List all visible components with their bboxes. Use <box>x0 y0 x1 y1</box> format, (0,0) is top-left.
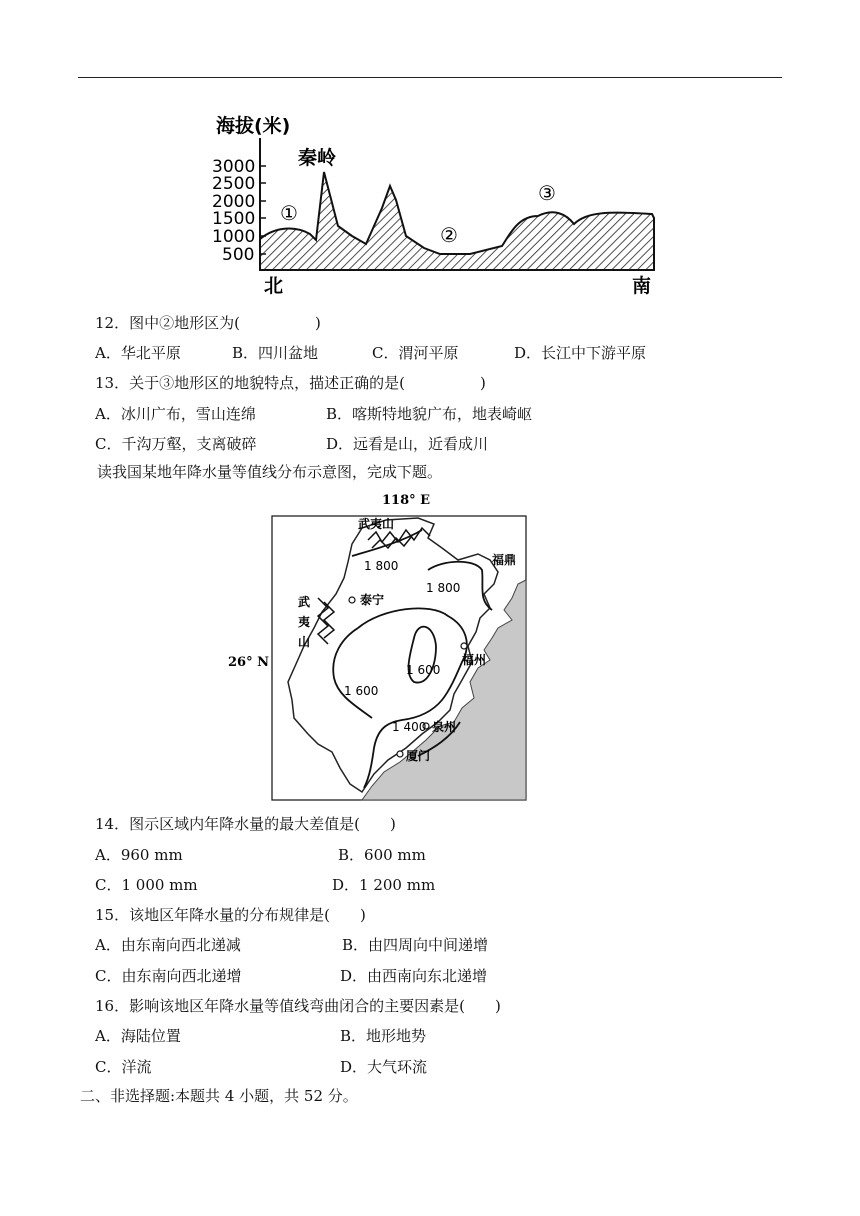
isoline-label: 1 600 <box>406 663 441 677</box>
q14-stem: 14．图示区域内年降水量的最大差值是( ) <box>95 815 396 833</box>
q12-option-c: C．渭河平原 <box>372 344 459 362</box>
q12-stem: 12．图中②地形区为( ) <box>95 314 321 332</box>
region-2-label: ② <box>440 223 458 247</box>
q14-option-b: B．600 mm <box>338 846 426 864</box>
south-label: 南 <box>632 275 652 297</box>
y-tick-label: 2500 <box>212 174 256 194</box>
q15-option-a: A．由东南向西北递减 <box>95 936 241 954</box>
q14-option-c: C．1 000 mm <box>95 876 198 894</box>
q12-option-b: B．四川盆地 <box>232 344 319 362</box>
q15-option-c: C．由东南向西北递增 <box>95 967 242 985</box>
q13-option-c: C．千沟万壑，支离破碎 <box>95 435 257 453</box>
elevation-profile-figure <box>196 108 670 300</box>
q16-option-c: C．洋流 <box>95 1058 152 1076</box>
place-label: 厦门 <box>406 749 431 763</box>
isoline-label: 1 600 <box>344 684 379 698</box>
region-3-label: ③ <box>538 181 556 205</box>
y-axis-title: 海拔(米) <box>216 115 291 137</box>
place-label: 泉州 <box>432 720 457 734</box>
isoline-label: 1 400 <box>392 720 427 734</box>
place-label: 夷 <box>298 615 311 629</box>
place-label: 武 <box>298 595 311 609</box>
q13-option-a: A．冰川广布，雪山连绵 <box>95 405 256 423</box>
taining-marker <box>349 597 355 603</box>
isoline-label: 1 800 <box>426 581 461 595</box>
q12-option-a: A．华北平原 <box>95 344 181 362</box>
q13-option-d: D．远看是山，近看成川 <box>326 435 489 453</box>
region-1-label: ① <box>280 201 298 225</box>
place-label: 福州 <box>462 653 487 667</box>
terrain-profile <box>260 172 654 270</box>
q15-option-b: B．由四周向中间递增 <box>342 936 489 954</box>
map-intro: 读我国某地年降水量等值线分布示意图，完成下题。 <box>97 463 443 481</box>
y-tick-label: 3000 <box>212 157 256 177</box>
q14-option-a: A．960 mm <box>95 846 183 864</box>
fuzhou-marker <box>461 643 467 649</box>
y-tick-label: 2000 <box>212 192 256 212</box>
q15-option-d: D．由西南向东北递增 <box>340 967 488 985</box>
isoline-label: 1 800 <box>364 559 399 573</box>
y-tick-label: 1500 <box>212 209 256 229</box>
header-rule <box>78 77 782 78</box>
q13-stem: 13．关于③地形区的地貌特点，描述正确的是( ) <box>95 374 486 392</box>
q16-option-b: B．地形地势 <box>340 1027 427 1045</box>
y-tick-label: 1000 <box>212 227 256 247</box>
place-label: 山 <box>298 635 311 649</box>
north-label: 北 <box>264 275 284 297</box>
longitude-label: 118° E <box>382 493 431 508</box>
q16-stem: 16．影响该地区年降水量等值线弯曲闭合的主要因素是( ) <box>95 997 501 1015</box>
q12-option-d: D．长江中下游平原 <box>514 344 647 362</box>
place-label: 福鼎 <box>492 553 517 567</box>
q16-option-d: D．大气环流 <box>340 1058 428 1076</box>
q15-stem: 15．该地区年降水量的分布规律是( ) <box>95 906 366 924</box>
precipitation-map <box>222 486 540 804</box>
y-tick-label: 500 <box>222 245 255 265</box>
place-label: 泰宁 <box>360 593 385 607</box>
section-2-heading: 二、非选择题:本题共 4 小题，共 52 分。 <box>80 1087 358 1105</box>
q16-option-a: A．海陆位置 <box>95 1027 181 1045</box>
place-label: 武夷山 <box>358 517 395 531</box>
qinling-label: 秦岭 <box>298 147 337 169</box>
xiamen-marker <box>397 751 403 757</box>
q13-option-b: B．喀斯特地貌广布，地表崎岖 <box>326 405 533 423</box>
q14-option-d: D．1 200 mm <box>332 876 436 894</box>
latitude-label: 26° N <box>228 655 269 670</box>
